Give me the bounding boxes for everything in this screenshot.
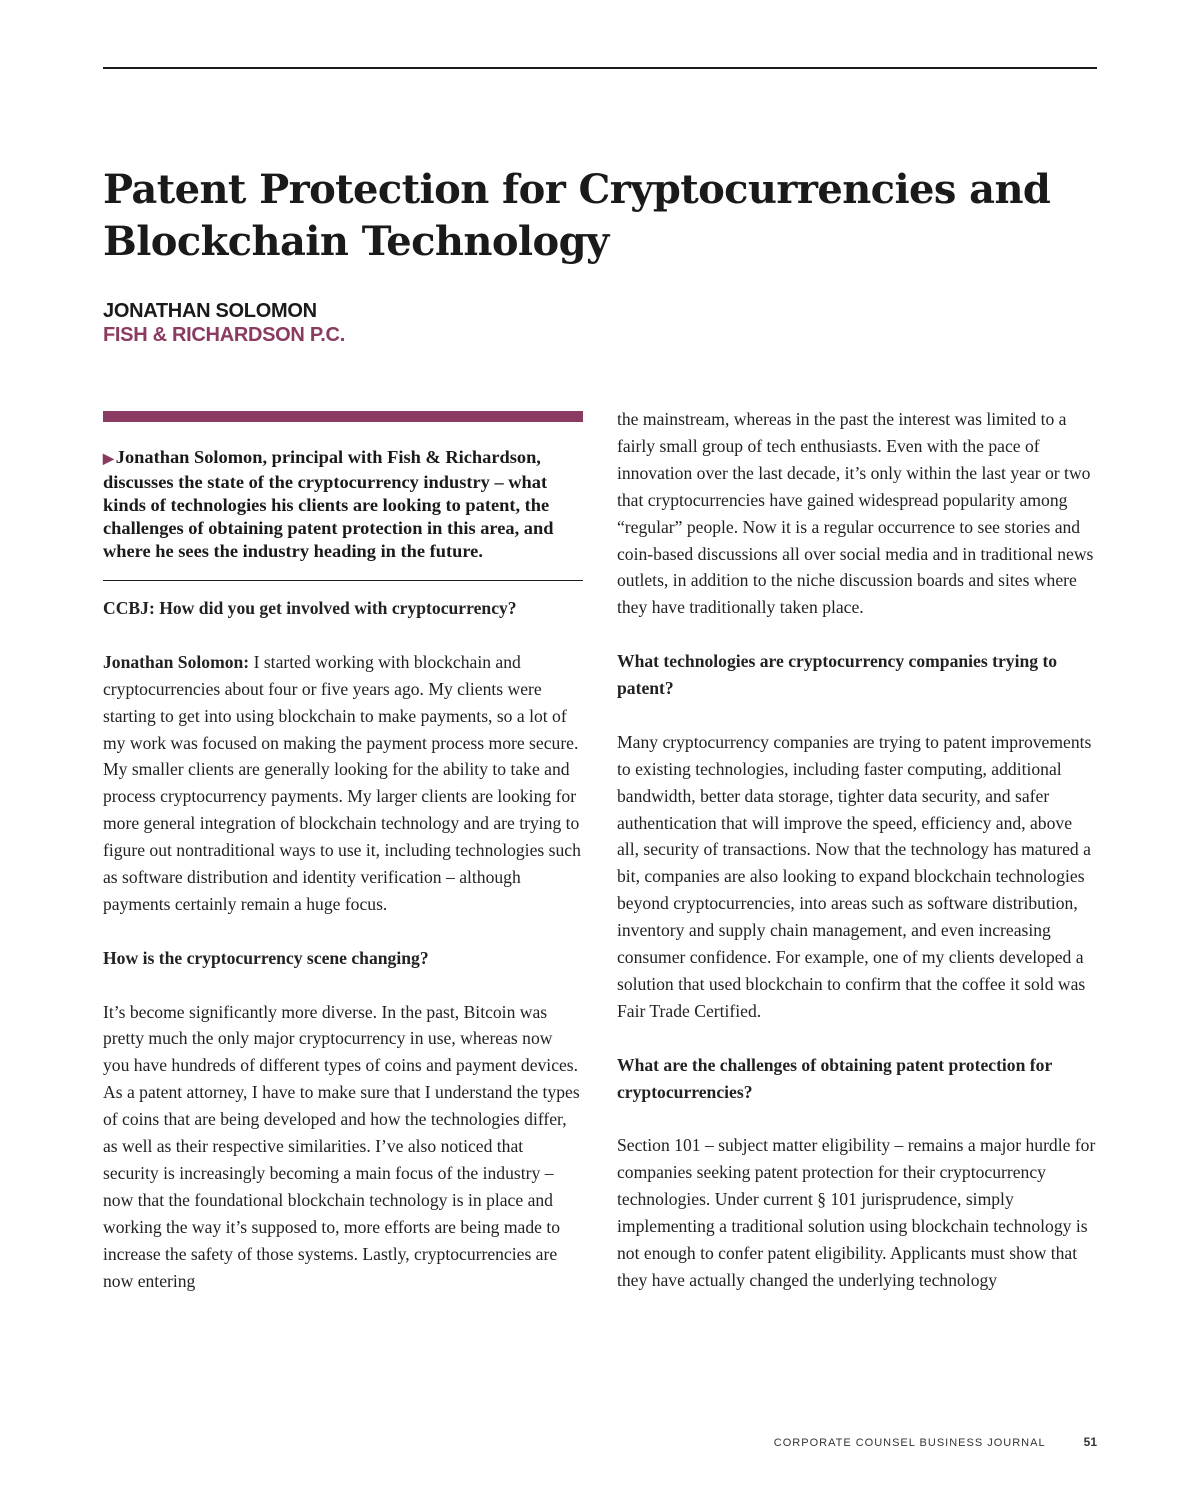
answer-1-text: I started working with blockchain and cryptocurrencies about four or five years ago. My clients were starting to get into using blockchain to make payments, so a lot of my work was focused on making the payment process more secure. My smaller clients are generally looking for the ability to take and process cryptocurrency payments. My larger clients are looking for more general integration of blockchain technology and are trying to figure out nontraditional ways to use it, including technologies such as software distribution and identity verification – although payments certainly remain a huge focus.	[103, 651, 581, 914]
left-column	[103, 405, 583, 1295]
intro-text: Jonathan Solomon, principal with Fish & Richardson, discusses the state of the cryptocurrency industry – what kinds of technologies his clients are looking to patent, the challenges of obtaining patent protection in this area, and where he sees the industry heading in the future.	[103, 447, 554, 561]
answer-2-continued: the mainstream, whereas in the past the interest was limited to a fairly small group of tech enthusiasts. Even with the pace of innovation over the last decade, it’s only within the last year or two that cryptocurrencies have gained widespread popularity among “regular” people. Now it is a regular occurrence to see stories and coin-based discussions all over social media and in traditional news outlets, in addition to the niche discussion boards and sites where they have traditionally taken place.	[617, 409, 1094, 618]
answer-1	[103, 649, 583, 918]
accent-bar	[103, 411, 583, 422]
byline	[103, 299, 345, 347]
page-number: 51	[1083, 1435, 1097, 1449]
intro-divider	[103, 580, 583, 581]
page-footer	[774, 1435, 1097, 1449]
question-4: What are the challenges of obtaining patent protection for cryptocurrencies?	[617, 1054, 1052, 1102]
answer-3-text: Many cryptocurrency companies are trying to patent improvements to existing technologies, including faster computing, additional bandwidth, better data storage, tighter data security, and safer authentication that will improve the speed, efficiency and, above all, security of transactions. Now that the technology has matured a bit, companies are also looking to expand blockchain technologies beyond cryptocurrencies, into areas such as software distribution, inventory and supply chain management, and even increasing consumer confidence. For example, one of my clients developed a solution that used blockchain to confirm that the coffee it sold was Fair Trade Certified.	[617, 731, 1092, 1021]
top-rule	[103, 67, 1097, 69]
author-name: JONATHAN SOLOMON	[103, 300, 317, 322]
answer-2-text: It’s become significantly more diverse. In the past, Bitcoin was pretty much the only major cryptocurrency in use, whereas now you have hundreds of different types of coins and payment devices. As a patent attorney, I have to make sure that I understand the types of coins that are being developed and how the technologies differ, as well as their respective similarities. I’ve also noticed that security is increasingly becoming a main focus of the industry – now that the foundational blockchain technology is in place and working the way it’s supposed to, more efforts are being made to increase the safety of those systems. Lastly, cryptocurrencies are now entering	[103, 1001, 580, 1291]
triangle-arrow-icon: ▶	[103, 452, 114, 467]
question-2: How is the cryptocurrency scene changing?	[103, 947, 429, 968]
question-3: What technologies are cryptocurrency companies trying to patent?	[617, 651, 1058, 699]
answer-4-text: Section 101 – subject matter eligibility – remains a major hurdle for companies seeking patent protection for their cryptocurrency technologies. Under current § 101 jurisprudence, simply implementing a traditional solution using blockchain technology is not enough to confer patent eligibility. Applicants must show that they have actually changed the underlying technology	[617, 1135, 1096, 1290]
right-column	[617, 406, 1097, 1294]
publication-name: CORPORATE COUNSEL BUSINESS JOURNAL	[773, 1437, 1046, 1449]
author-firm: FISH & RICHARDSON P.C.	[103, 324, 345, 346]
speaker-label: Jonathan Solomon:	[103, 651, 250, 672]
question-1: CCBJ: How did you get involved with cryptocurrency?	[103, 598, 517, 618]
article-title: Patent Protection for Cryptocurrencies and Blockchain Technology	[103, 166, 1051, 265]
intro-paragraph	[103, 446, 583, 563]
